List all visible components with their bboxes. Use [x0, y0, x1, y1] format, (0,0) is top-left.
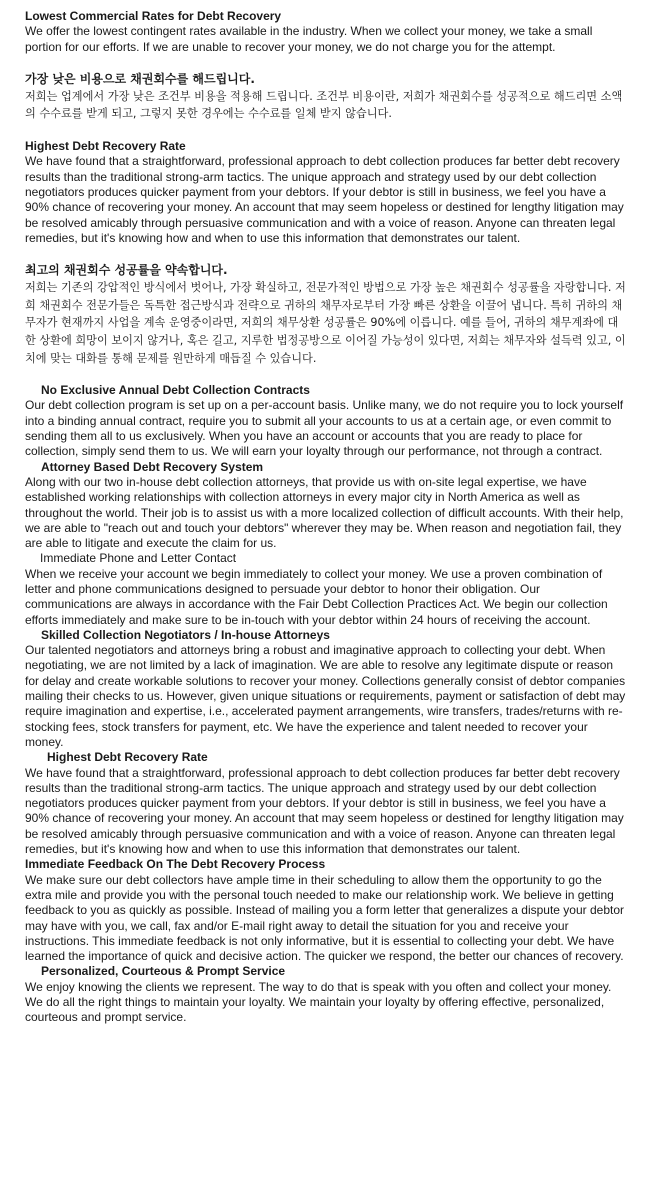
section-heading: Highest Debt Recovery Rate: [47, 750, 208, 765]
section-heading: Personalized, Courteous & Prompt Service: [41, 964, 286, 979]
section-body: Along with our two in-house debt collection attorneys, that provide us with on-site legal expertise, we have established working relationships with collection attorneys in every major city in North America as well as throughout the world. Their job is to assist us with a more localized collection of difficult accounts. With their help, we are able to "reach out and touch your debtors" wherever they may be. When reason and negotiation fail, they are able to litigate and execute the claim for us.: [25, 474, 624, 551]
section-body: When we receive your account we begin immediately to collect your money. We use a proven combination of letter and phone communications designed to persuade your debtor to honor their obligation. Our communications are always in accordance with the Fair Debt Collection Practices Act. We begin our collection efforts immediately and make sure to be in-touch with your debtor within 24 hours of receiving the account.: [25, 566, 608, 627]
section-attorney-based: [25, 460, 628, 552]
section-lowest-rates: [25, 9, 628, 55]
section-heading: Highest Debt Recovery Rate: [25, 139, 186, 154]
section-body: We offer the lowest contingent rates available in the industry. When we collect your money, we take a small portion for our efforts. If we are unable to recover your money, we do not charge you for the attempt.: [25, 24, 593, 54]
section-heading: No Exclusive Annual Debt Collection Contracts: [41, 383, 310, 398]
section-heading: Lowest Commercial Rates for Debt Recovery: [25, 9, 282, 23]
section-heading: Immediate Phone and Letter Contact: [40, 551, 237, 566]
section-body: Our debt collection program is set up on a per-account basis. Unlike many, we do not require you to lock yourself into a binding annual contract, require you to submit all your accounts to us at a certain age, or even commit to sending them all to us exclusively. When you have an account or accounts that you are ready to place for collection, simply send them to us. We will earn your loyalty through our performance, not through a contract.: [25, 398, 624, 459]
section-body: We have found that a straightforward, professional approach to debt collection produces far better debt recovery results than the traditional strong-arm tactics. The unique approach and strategy used by our debt collection negotiators produces quicker payment from your debtors. If your debtor is still in business, we feel you have a 90% chance of recovering your money. An account that may seem hopeless or destined for lengthy litigation may be resolved amicably through persuasive communication and with a voice of reason. Anyone can threaten legal remedies, but it's knowing how and when to use this information that demonstrates our talent.: [25, 765, 624, 857]
section-heading: 최고의 채권회수 성공률을 약속합니다.: [25, 263, 228, 278]
section-skilled-negotiators: [25, 628, 628, 750]
section-personalized-service: [25, 964, 628, 1025]
section-body: Our talented negotiators and attorneys bring a robust and imaginative approach to collecting your debt. When negotiating, we are not limited by a lack of imagination. We are able to resolve any legitimate dispute or reason for delay and create workable solutions to recover your money. Collections generally consist of debtor companies mailing their checks to us. However, given unique situations or requirements, payment or satisfaction of debt may require imagination and expertise, i.e., accelerated payment arrangements, wire transfers, trades/returns with re-stocking fees, stock transfers for payment, etc. We have the experience and talent needed to recover your money.: [25, 643, 626, 749]
section-immediate-contact: [25, 551, 628, 627]
section-no-exclusive-contracts: [25, 383, 628, 459]
section-body: 저희는 업계에서 가장 낮은 조건부 비용을 적용해 드립니다. 조건부 비용이란, 저희가 채권회수를 성공적으로 해드리면 소액의 수수료를 받게 되고, 그렇지 못한 경우에는 수수료를 일체 받지 않습니다.: [25, 89, 623, 121]
section-heading: Attorney Based Debt Recovery System: [41, 459, 264, 474]
section-lowest-rates-korean: [25, 71, 628, 123]
section-immediate-feedback: [25, 857, 628, 964]
section-heading: 가장 낮은 비용으로 채권회수를 해드립니다.: [25, 71, 255, 86]
section-highest-recovery: [25, 139, 628, 246]
section-body: 저희는 기존의 강압적인 방식에서 벗어나, 가장 확실하고, 전문가적인 방법으로 가장 높은 채권회수 성공률을 자랑합니다. 저희 채권회수 전문가들은 독특한 접근방식과 전략으로 귀하의 채무자로부터 가장 빠른 상환을 이끌어 냅니다. 특히 귀하의 채무자가 현재까지 사업을 계속 운영중이라면, 저희의 채무상환 성공률은 90%에 이릅니다. 예를 들어, 귀하의 채무계좌에 대한 상환에 희망이 보이지 않거나, 혹은 길고, 지루한 법정공방으로 이어질 가능성이 있다면, 저희는 채무자와 설득력 있고, 이치에 맞는 대화를 통해 문제를 원만하게 매듭질 수 있습니다.: [25, 281, 626, 365]
section-body: We enjoy knowing the clients we represent. The way to do that is speak with you often and collect your money. We do all the right things to maintain your loyalty. We maintain your loyalty by offering effective, personalized, courteous and prompt service.: [25, 979, 612, 1025]
section-highest-recovery-korean: [25, 262, 628, 367]
section-heading: Immediate Feedback On The Debt Recovery Process: [25, 857, 326, 872]
section-body: We have found that a straightforward, professional approach to debt collection produces far better debt recovery results than the traditional strong-arm tactics. The unique approach and strategy used by our debt collection negotiators produces quicker payment from your debtors. If your debtor is still in business, we feel you have a 90% chance of recovering your money. An account that may seem hopeless or destined for lengthy litigation may be resolved amicably through persuasive communication and with a voice of reason. Anyone can threaten legal remedies, but it's knowing how and when to use this information that demonstrates our talent.: [25, 154, 624, 245]
section-body: We make sure our debt collectors have ample time in their scheduling to allow them the opportunity to go the extra mile and provide you with the personal touch needed to make our relationship work. We believe in getting feedback to you as quickly as possible. Instead of mailing you a form letter that generalizes a dispute your debtor may have with you, we call, fax and/or E-mail right away to detail the situation for you and receive your instructions. This immediate feedback is not only informative, but it is essential to collecting your debt. We have learned the importance of quick and decisive action. The quicker we respond, the better our chances of recovery.: [25, 872, 625, 964]
section-highest-recovery-repeat: [25, 750, 628, 857]
section-heading: Skilled Collection Negotiators / In-house Attorneys: [41, 627, 330, 642]
